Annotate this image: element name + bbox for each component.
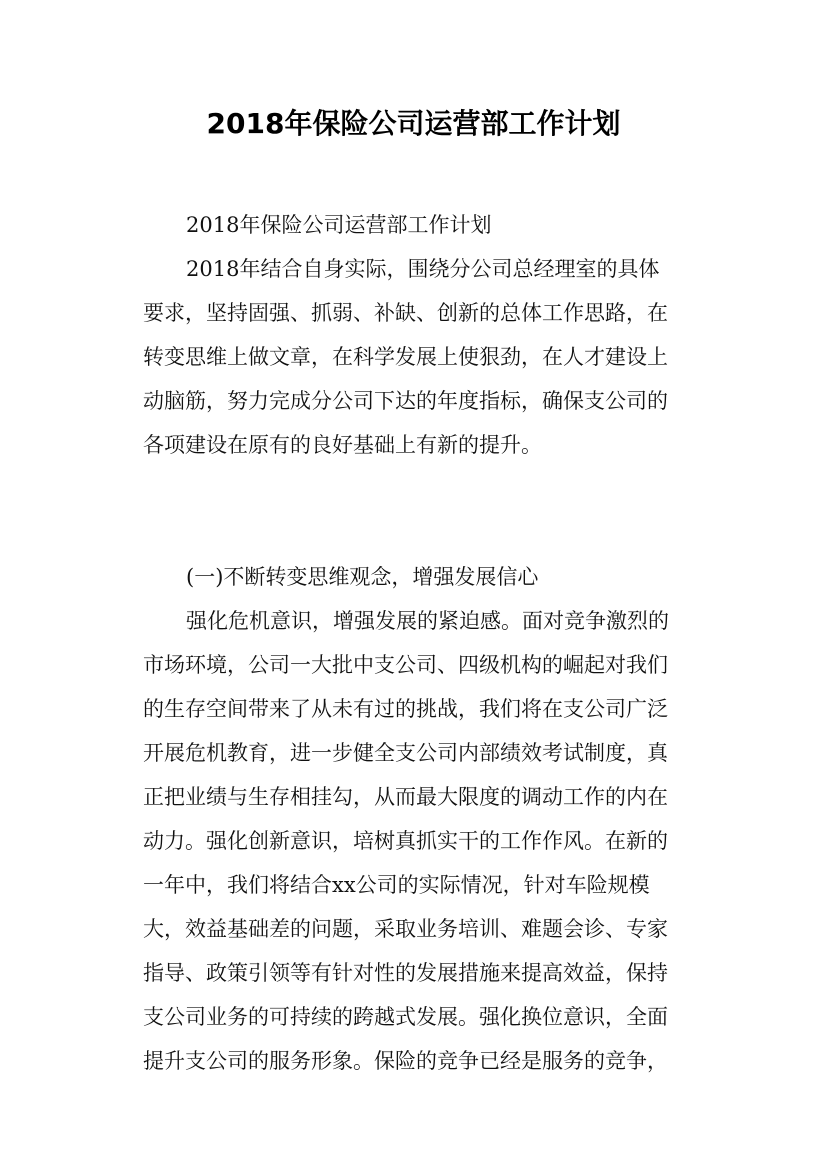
paragraph-line: 指导、政策引领等有针对性的发展措施来提高效益，保持 [143, 961, 668, 985]
paragraph-line: 动力。强化创新意识，培树真抓实干的工作作风。在新的 [143, 829, 668, 853]
paragraph-line: 要求，坚持固强、抓弱、补缺、创新的总体工作思路，在 [143, 301, 668, 325]
paragraph-line: 2018年保险公司运营部工作计划 [186, 213, 492, 237]
document-title: 2018年保险公司运营部工作计划 [206, 107, 621, 140]
paragraph-line: 正把业绩与生存相挂勾，从而最大限度的调动工作的内在 [143, 785, 668, 809]
paragraph-line: 开展危机教育，进一步健全支公司内部绩效考试制度，真 [143, 741, 668, 765]
paragraph-line: 2018年结合自身实际，围绕分公司总经理室的具体 [186, 257, 660, 281]
paragraph-line: 的生存空间带来了从未有过的挑战，我们将在支公司广泛 [143, 697, 668, 721]
paragraph-line: 大，效益基础差的问题，采取业务培训、难题会诊、专家 [143, 917, 668, 941]
paragraph-line: 提升支公司的服务形象。保险的竞争已经是服务的竞争， [143, 1049, 668, 1073]
section-heading: (一)不断转变思维观念，增强发展信心 [186, 565, 539, 589]
paragraph-line: 动脑筋，努力完成分公司下达的年度指标，确保支公司的 [143, 389, 668, 413]
paragraph-line: 转变思维上做文章，在科学发展上使狠劲，在人才建设上 [143, 345, 668, 369]
paragraph-line: 强化危机意识，增强发展的紧迫感。面对竞争激烈的 [186, 609, 669, 633]
paragraph-line: 各项建设在原有的良好基础上有新的提升。 [143, 433, 542, 457]
paragraph-line: 支公司业务的可持续的跨越式发展。强化换位意识，全面 [143, 1005, 668, 1029]
paragraph-line: 市场环境，公司一大批中支公司、四级机构的崛起对我们 [143, 653, 668, 677]
paragraph-line: 一年中，我们将结合xx公司的实际情况，针对车险规模 [143, 873, 650, 897]
